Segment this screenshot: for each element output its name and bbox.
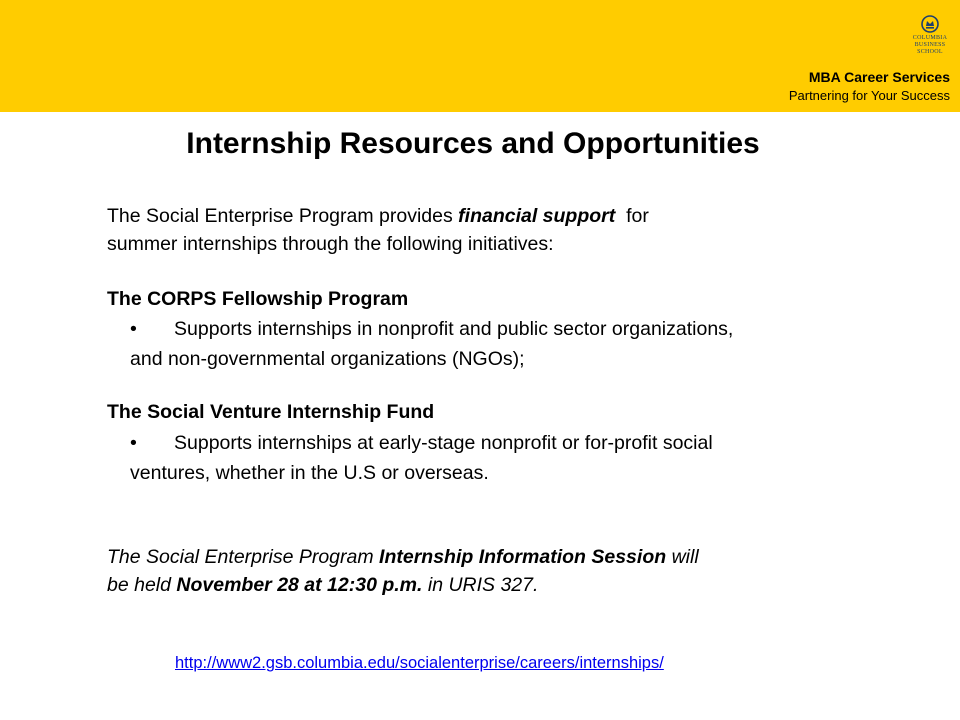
logo-line: SCHOOL (917, 49, 943, 55)
session-line-2 (107, 571, 699, 599)
page-title: Internship Resources and Opportunities (186, 127, 760, 160)
session-line-1 (107, 543, 699, 571)
session-text: be held (107, 574, 177, 596)
header-band (0, 0, 960, 112)
session-text: in URIS 327. (422, 574, 539, 596)
corps-fellowship-bullet-cont: and non-governmental organizations (NGOs); (130, 348, 525, 370)
session-text: The Social Enterprise Program (107, 546, 380, 568)
social-venture-fund-bullet-cont: ventures, whether in the U.S or overseas. (130, 462, 489, 484)
bullet-text: Supports internships in nonprofit and public sector organizations, (174, 318, 734, 340)
session-datetime: November 28 at 12:30 p.m. (176, 574, 423, 596)
social-venture-fund-heading: The Social Venture Internship Fund (107, 401, 435, 423)
session-event: Internship Information Session (379, 546, 667, 568)
intro-text: for (615, 205, 649, 227)
department-title: MBA Career Services (808, 69, 950, 85)
corps-fellowship-bullet (130, 315, 733, 343)
intro-text: The Social Enterprise Program provides (107, 205, 459, 227)
logo-line: BUSINESS (914, 42, 946, 48)
intro-emphasis: financial support (458, 205, 616, 227)
intro-line-2: summer internships through the following initiatives: (107, 233, 554, 255)
intro-paragraph (107, 202, 649, 258)
corps-fellowship-heading: The CORPS Fellowship Program (107, 288, 409, 310)
bullet-text: Supports internships at early-stage nonprofit or for-profit social (174, 432, 713, 454)
social-venture-fund-bullet (130, 429, 713, 457)
crown-icon (921, 14, 939, 34)
department-tagline: Partnering for Your Success (788, 88, 950, 103)
columbia-business-school-logo (906, 14, 954, 64)
bullet-icon: • (130, 318, 137, 340)
bullet-icon: • (130, 432, 137, 454)
session-text: will (666, 546, 699, 568)
logo-wordmark (906, 35, 954, 56)
intro-line-1 (107, 202, 649, 230)
internships-url-link[interactable]: http://www2.gsb.columbia.edu/socialenterprise/careers/internships/ (175, 654, 664, 672)
logo-line: COLUMBIA (912, 35, 948, 41)
info-session-paragraph (107, 543, 699, 599)
